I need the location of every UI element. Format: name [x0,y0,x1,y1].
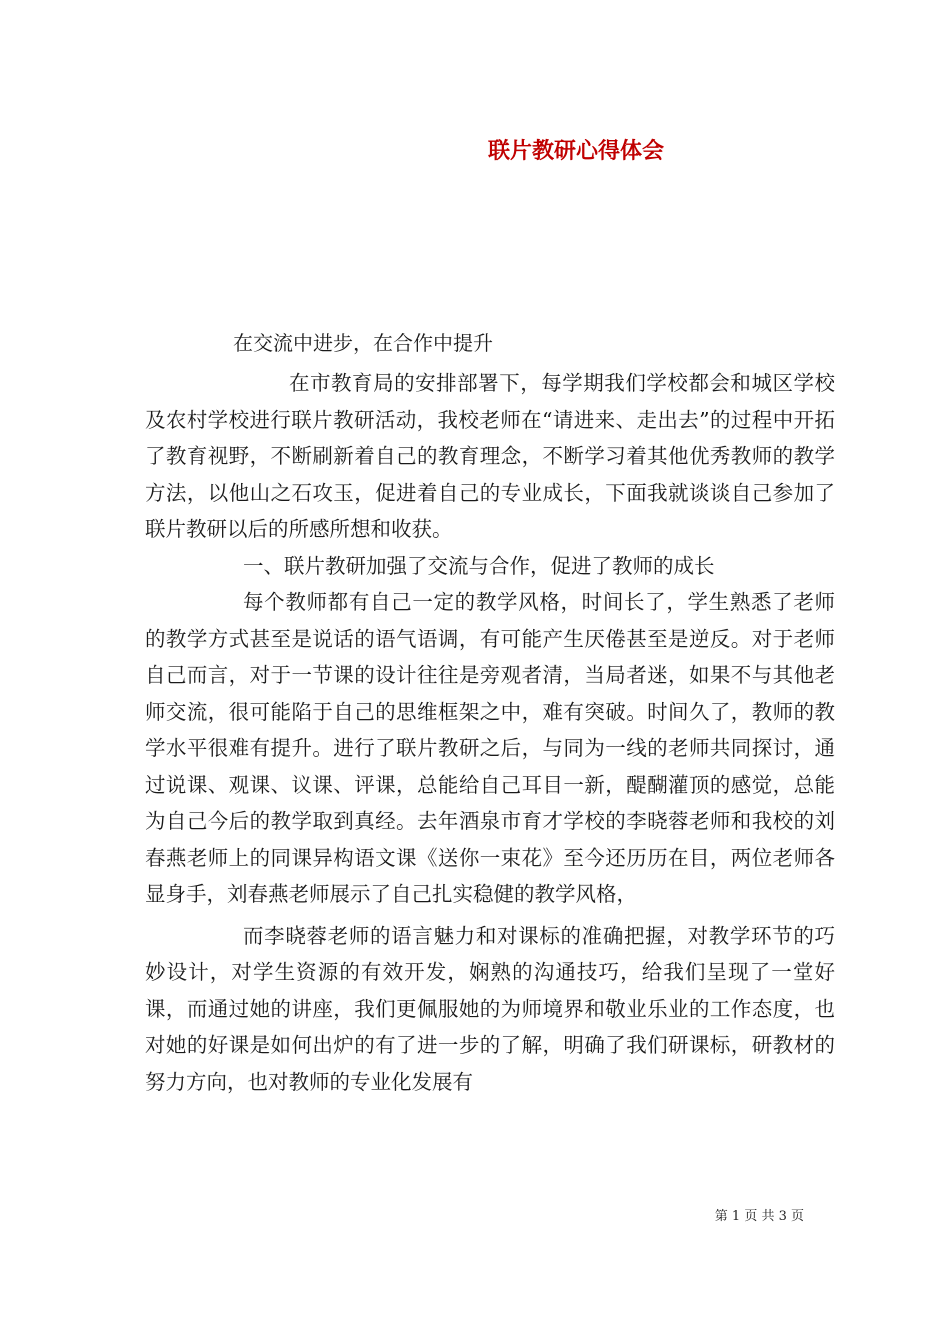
document-body [145,365,835,1100]
paragraph-body: 而李晓蓉老师的语言魅力和对课标的准确把握，对教学环节的巧妙设计，对学生资源的有效开发，娴熟的沟通技巧，给我们呈现了一堂好课，而通过她的讲座，我们更佩服她的为师境界和敬业乐业的工作态度，也对她的好课是如何出炉的有了进一步的了解，明确了我们研课标，研教材的努力方向，也对教师的专业化发展有 [145,923,835,1094]
paragraph-body: 每个教师都有自己一定的教学风格，时间长了，学生熟悉了老师的教学方式甚至是说话的语气语调，有可能产生厌倦甚至是逆反。对于老师自己而言，对于一节课的设计往往是旁观者清，当局者迷，如果不与其他老师交流，很可能陷于自己的思维框架之中，难有突破。时间久了，教师的教学水平很难有提升。进行了联片教研之后，与同为一线的老师共同探讨，通过说课、观课、议课、评课，总能给自己耳目一新，醍醐灌顶的感觉，总能为自己今后的教学取到真经。去年酒泉市育才学校的李晓蓉老师和我校的刘春燕老师上的同课异构语文课《送你一束花》至今还历历在目，两位老师各显身手，刘春燕老师展示了自己扎实稳健的教学风格， [145,590,835,906]
section-heading: 一、联片教研加强了交流与合作，促进了教师的成长 [243,553,715,578]
document-title: 联片教研心得体会 [488,138,665,164]
page-indicator: 第 1 页 共 3 页 [714,1209,804,1224]
paragraph-intro: 在市教育局的安排部署下，每学期我们学校都会和城区学校及农村学校进行联片教研活动，我校老师在“请进来、走出去”的过程中开拓了教育视野，不断刷新着自己的教育理念，不断学习着其他优秀教师的教学方法，以他山之石攻玉，促进着自己的专业成长，下面我就谈谈自己参加了联片教研以后的所感所想和收获。 [145,371,835,541]
document-subtitle: 在交流中进步，在合作中提升 [233,331,493,355]
